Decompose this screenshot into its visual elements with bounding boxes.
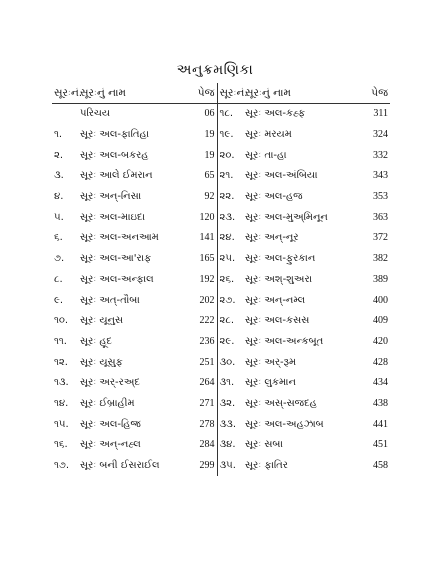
surah-number: ૨૪. (219, 232, 235, 244)
page-number: 65 (185, 166, 217, 187)
page-title: અનુક્રમણિકા (176, 62, 254, 78)
surah-number: ૨૧. (219, 170, 234, 182)
surah-name: સૂરઃ અર્-રઅ્દ (80, 377, 140, 389)
surah-number: ૨૨. (219, 191, 235, 203)
table-row (52, 373, 390, 394)
table-row (52, 125, 390, 146)
surah-name: સૂરઃ હૂદ (80, 335, 113, 347)
page-number: 264 (185, 373, 217, 394)
table-row (52, 290, 390, 311)
surah-number: ૪. (54, 191, 64, 203)
page-number: 400 (373, 294, 388, 306)
page-number: 284 (185, 435, 217, 456)
surah-number: ૧૯. (219, 129, 234, 141)
surah-number: ૩૩. (219, 418, 236, 430)
table-row (52, 145, 390, 166)
header-name: સૂરઃનું નામ (78, 83, 185, 104)
surah-number: ૮. (54, 273, 63, 285)
surah-number: ૧૨. (54, 356, 68, 368)
surah-name: સૂરઃ ઈબ્રાહીમ (80, 397, 135, 409)
page-number: 438 (373, 397, 388, 409)
surah-name: સૂરઃ બની ઈસરાઈલ (80, 460, 160, 472)
surah-name: સૂરઃ અન્-નહ્લ (80, 439, 141, 451)
page-number: 363 (373, 211, 388, 223)
surah-name: સૂરઃ અલ-હિજ્ર (80, 418, 142, 430)
surah-name: સૂરઃ સબા (245, 439, 283, 451)
page-number: 353 (373, 191, 388, 203)
surah-name: સૂરઃ અસ્-સજદહ (245, 397, 317, 409)
surah-name: પરિચય (80, 108, 111, 120)
page-number: 299 (185, 456, 217, 477)
table-row (52, 249, 390, 270)
surah-number: ૨. (54, 149, 64, 161)
surah-name: સૂરઃ અલ-માઇદા (80, 211, 146, 223)
header-number: સૂરઃનં. (217, 83, 243, 104)
page-number: 311 (373, 108, 388, 120)
header-page: પેજ (185, 83, 217, 104)
surah-name: સૂરઃ અલ-કહ્ફ (245, 108, 306, 120)
page-number: 372 (373, 232, 388, 244)
page-number: 06 (185, 104, 217, 125)
table-row (52, 435, 390, 456)
surah-name: સૂરઃ અલ-ફાતિહા (80, 129, 150, 141)
surah-name: સૂરઃ અલ-બકરહ (80, 149, 149, 161)
surah-number: ૧૩. (54, 377, 69, 389)
table-row (52, 394, 390, 415)
page-number: 428 (373, 356, 388, 368)
page-number: 236 (185, 332, 217, 353)
page-number: 222 (185, 311, 217, 332)
surah-number: ૩૧. (219, 377, 235, 389)
surah-name: સૂરઃ તા-હા (245, 149, 287, 161)
surah-number: ૩૨. (219, 397, 236, 409)
surah-number: ૧૧. (54, 335, 67, 347)
surah-name: સૂરઃ અલ-અંબિયા (245, 170, 318, 182)
surah-number: ૬. (54, 232, 63, 244)
surah-name: સૂરઃ અન્-નૂર (245, 232, 299, 244)
surah-number: ૧૦. (54, 315, 69, 327)
table-row (52, 352, 390, 373)
table-row (52, 166, 390, 187)
page-number: 251 (185, 352, 217, 373)
surah-number (52, 104, 78, 125)
table-row (52, 270, 390, 291)
surah-name: સૂરઃ અન્-નિસા (80, 191, 142, 203)
surah-number: ૫. (54, 211, 64, 223)
page-number: 192 (185, 270, 217, 291)
page-number: 389 (373, 273, 388, 285)
surah-number: ૩૫. (219, 460, 236, 472)
surah-number: ૩. (54, 170, 64, 182)
page-number: 332 (373, 149, 388, 161)
surah-number: ૨૮. (219, 315, 235, 327)
index-table (52, 83, 390, 476)
surah-name: સૂરઃ ફાતિર (245, 460, 288, 472)
page-number: 441 (373, 418, 388, 430)
header-name: સૂરઃનું નામ (243, 83, 350, 104)
surah-name: સૂરઃ અલ-ફુરકાન (245, 253, 316, 265)
page-number: 19 (185, 145, 217, 166)
surah-number: ૩૦. (219, 356, 236, 368)
surah-name: સૂરઃ આલે ઈમરાન (80, 170, 153, 182)
surah-name: સૂરઃ અલ-અહઝાબ (245, 418, 324, 430)
table-row (52, 456, 390, 477)
page-number: 92 (185, 187, 217, 208)
surah-number: ૨૦. (219, 149, 235, 161)
surah-name: સૂરઃ યૂસુફ (80, 356, 123, 368)
surah-name: સૂરઃ અન્-નમ્લ (245, 294, 306, 306)
surah-number: ૧૮. (219, 108, 234, 120)
surah-name: સૂરઃ યૂનુસ (80, 315, 124, 327)
surah-number: ૨૬. (219, 273, 235, 285)
table-row (52, 311, 390, 332)
surah-number: ૧૫. (54, 418, 69, 430)
surah-number: ૨૩. (219, 211, 236, 223)
page-number: 278 (185, 414, 217, 435)
surah-name: સૂરઃ અલ-હજ (245, 191, 303, 203)
page-number: 202 (185, 290, 217, 311)
page-number: 458 (373, 460, 388, 472)
table-row (52, 207, 390, 228)
table-row (52, 332, 390, 353)
surah-number: ૯. (54, 294, 64, 306)
surah-name: સૂરઃ અલ-અનઆમ (80, 232, 159, 244)
surah-name: સૂરઃ અર્-રૂમ (245, 356, 297, 368)
page-number: 324 (373, 129, 388, 141)
table-header-row (52, 83, 390, 104)
page-number: 141 (185, 228, 217, 249)
surah-number: ૭. (54, 253, 65, 265)
surah-name: સૂરઃ અત્-તૌબા (80, 294, 140, 306)
surah-number: ૧૬. (54, 439, 68, 451)
surah-name: સૂરઃ અલ-કસસ (245, 315, 310, 327)
table-row (52, 187, 390, 208)
header-page: પેજ (350, 83, 390, 104)
surah-number: ૨૭. (219, 294, 236, 306)
surah-number: ૧૭. (54, 460, 70, 472)
page-number: 19 (185, 125, 217, 146)
page-number: 165 (185, 249, 217, 270)
surah-number: ૧. (54, 129, 63, 141)
page-number: 120 (185, 207, 217, 228)
page-number: 409 (373, 315, 388, 327)
page-number: 420 (373, 335, 388, 347)
page-number: 451 (373, 439, 388, 451)
surah-number: ૨૫. (219, 253, 236, 265)
surah-number: ૩૪. (219, 439, 236, 451)
surah-name: સૂરઃ મરયમ (245, 129, 292, 141)
header-number: સૂરઃનં. (52, 83, 78, 104)
page-number: 343 (373, 170, 388, 182)
surah-name: સૂરઃ અશ્-શુઅરા (245, 273, 313, 285)
page-number: 382 (373, 253, 388, 265)
surah-number: ૧૪. (54, 397, 69, 409)
surah-name: સૂરઃ અલ-આ'રાફ (80, 253, 152, 265)
surah-name: સૂરઃ અલ-અન્કબૂત (245, 335, 324, 347)
surah-name: સૂરઃ અલ-અન્ફાલ (80, 273, 154, 285)
page-number: 434 (373, 377, 388, 389)
table-row (52, 228, 390, 249)
surah-name: સૂરઃ લુકમાન (245, 377, 296, 389)
surah-number: ૨૯. (219, 335, 235, 347)
page-number: 271 (185, 394, 217, 415)
table-row (52, 414, 390, 435)
surah-name: સૂરઃ અલ-મુઅ્મિનૂન (245, 211, 328, 223)
table-row (52, 104, 390, 125)
